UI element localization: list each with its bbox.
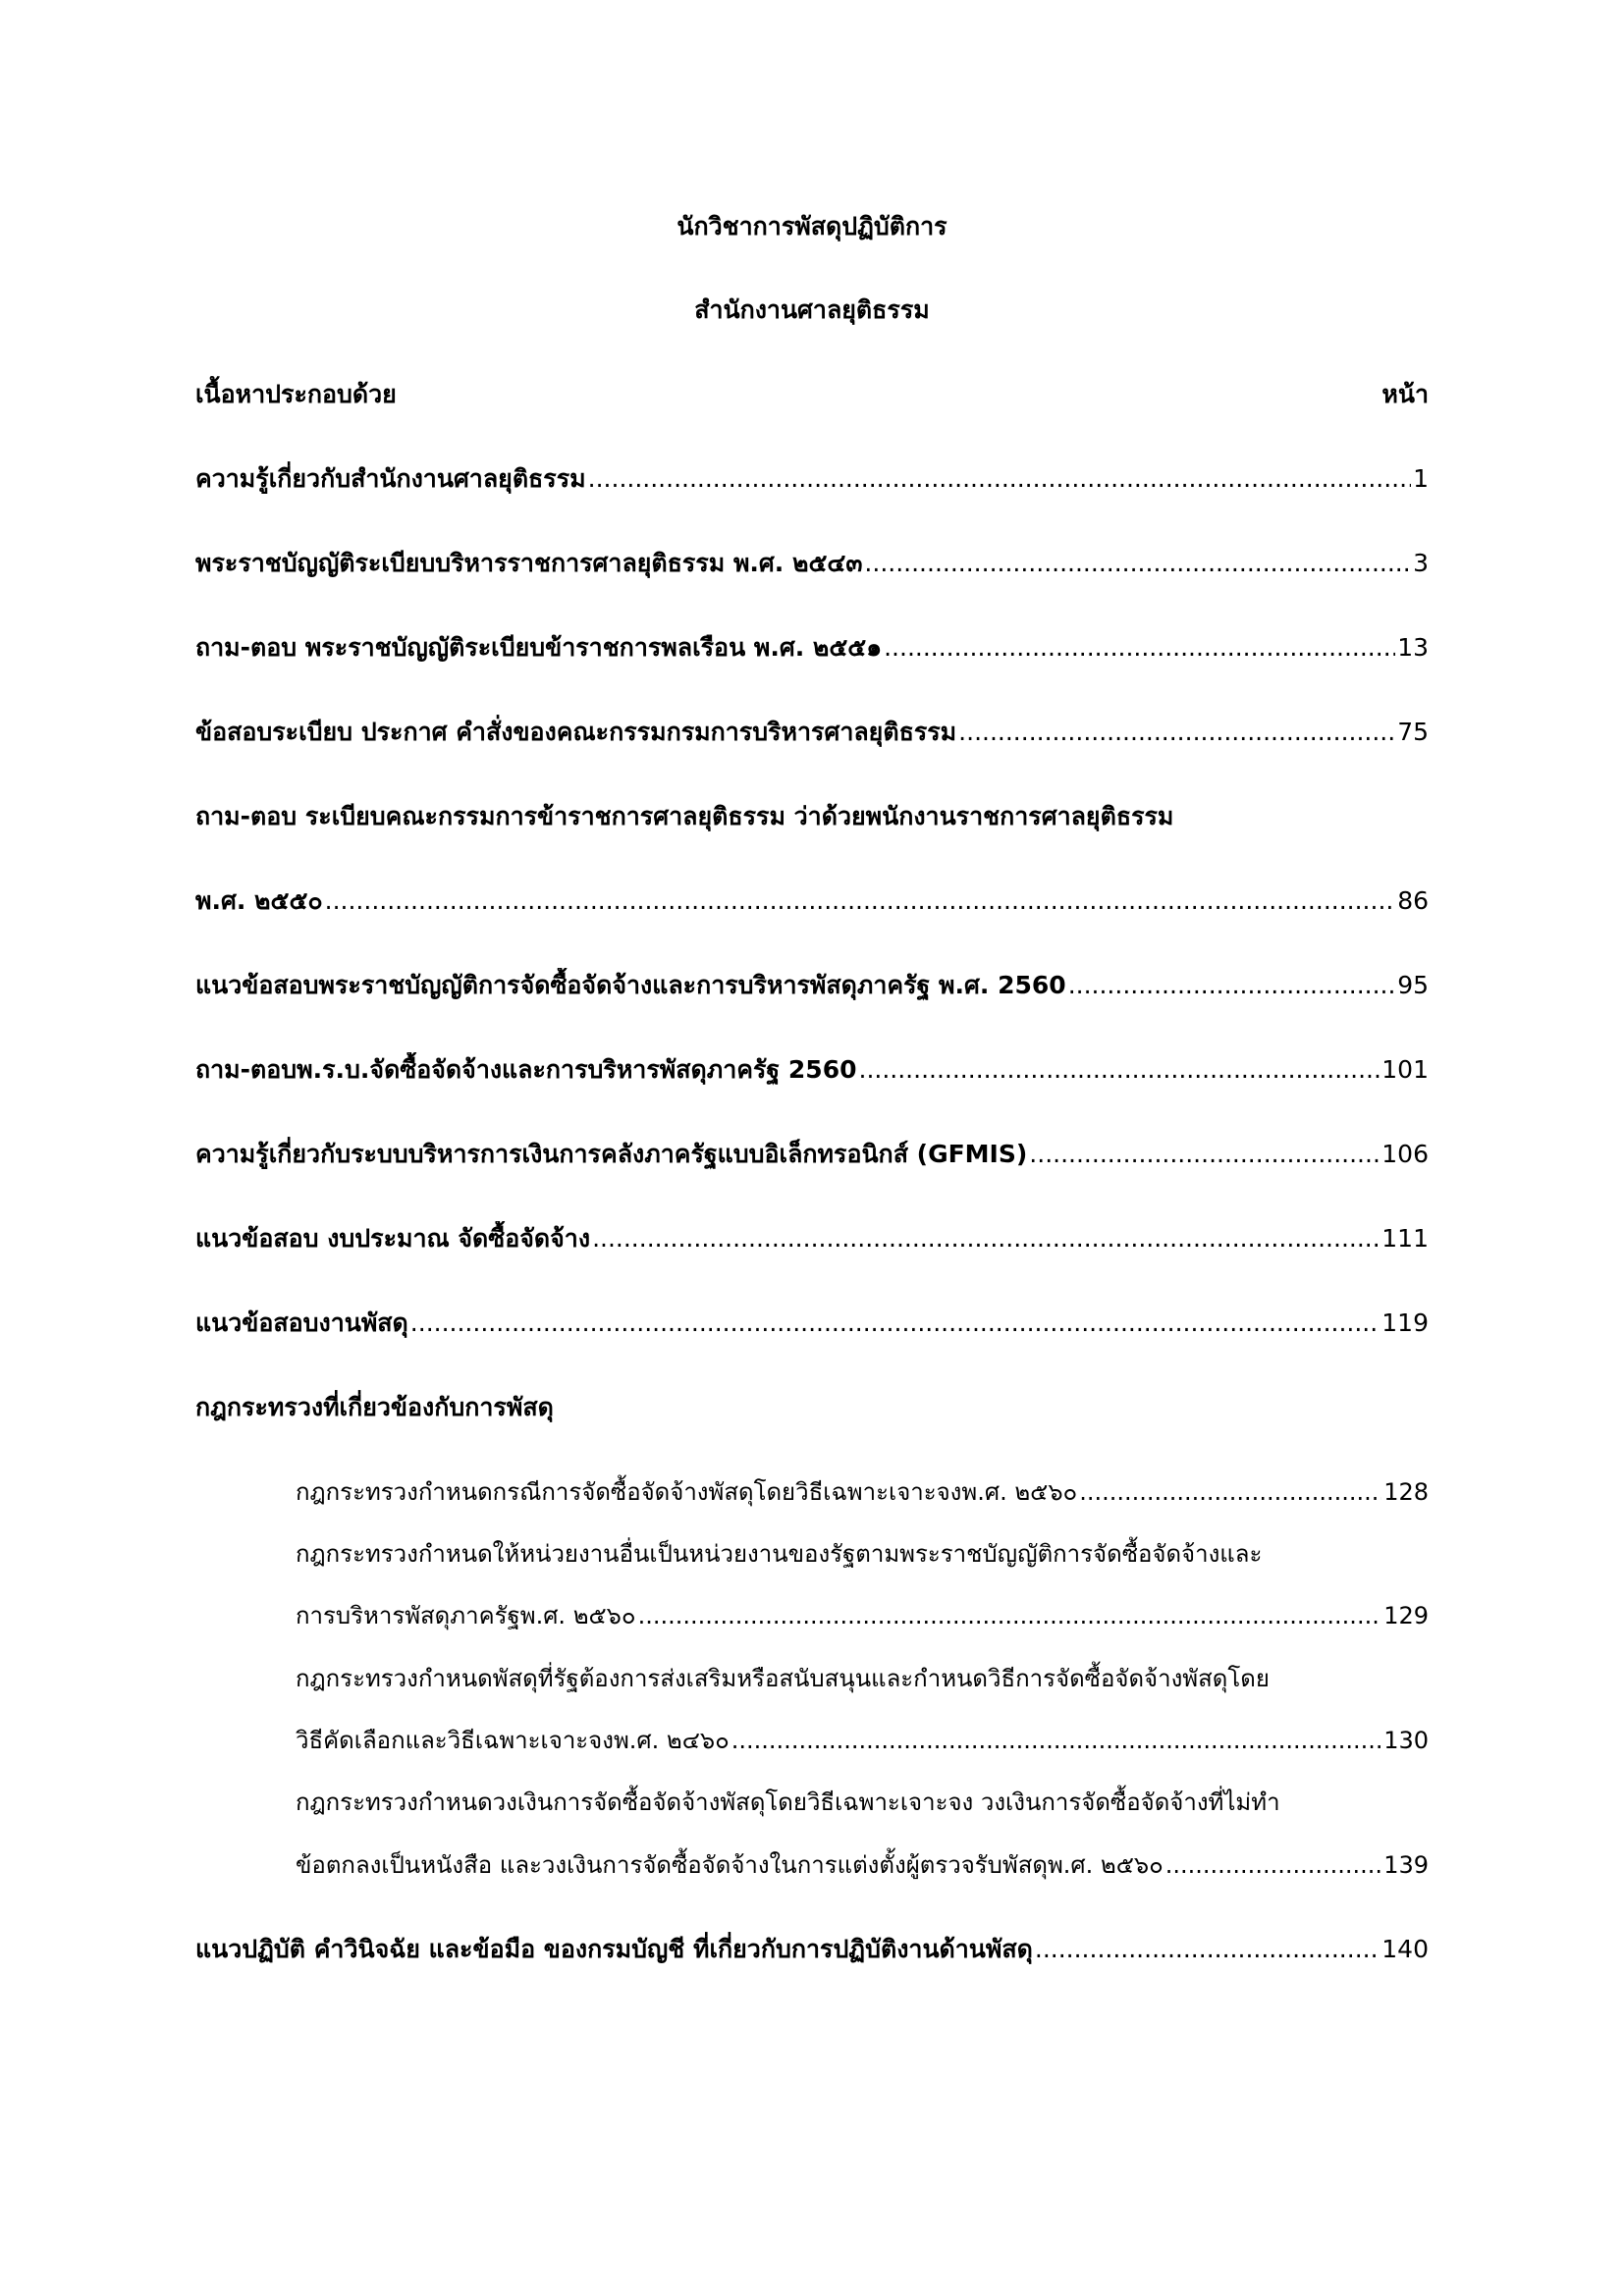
toc-entry[interactable] <box>195 461 1429 497</box>
toc-entry[interactable] <box>195 1306 1429 1341</box>
toc-entry[interactable] <box>195 630 1429 666</box>
toc-entry-title: ข้อสอบระเบียบ ประกาศ คำสั่งของคณะกรรมกรมการบริหารศาลยุติธรรม <box>195 718 957 746</box>
dot-leader <box>588 461 1411 497</box>
dot-leader <box>1068 968 1396 1003</box>
dot-leader <box>958 715 1395 750</box>
regulation-entry-title-continued: วิธีคัดเลือกและวิธีเฉพาะเจาะจงพ.ศ. ๒๔๖๐ <box>296 1727 730 1754</box>
dot-leader <box>731 1723 1381 1758</box>
dot-leader <box>325 883 1396 919</box>
toc-entry-title: ถาม-ตอบ พระราชบัญญัติระเบียบข้าราชการพลเรือน พ.ศ. ๒๕๕๑ <box>195 633 883 662</box>
document-title: นักวิชาการพัสดุปฏิบัติการ <box>677 212 947 240</box>
toc-entry-title: ถาม-ตอบพ.ร.บ.จัดซื้อจัดจ้างและการบริหารพัสดุภาครัฐ 2560 <box>195 1055 857 1084</box>
dot-leader <box>1165 1847 1381 1883</box>
regulation-entry[interactable] <box>296 1598 1429 1633</box>
regulation-entry-page: 130 <box>1383 1727 1429 1754</box>
toc-page-column-label: หน้า <box>1381 380 1429 408</box>
regulation-entry-page: 128 <box>1383 1478 1429 1506</box>
toc-entry-title: แนวข้อสอบงานพัสดุ <box>195 1308 408 1337</box>
regulation-entry[interactable] <box>296 1723 1429 1758</box>
regulation-entry-title[interactable]: กฎกระทรวงกำหนดพัสดุที่รัฐต้องการส่งเสริมหรือสนับสนุนและกำหนดวิธีการจัดซื้อจัดจ้างพัสดุโดย <box>296 1665 1270 1692</box>
toc-entry-page: 106 <box>1381 1140 1429 1168</box>
dot-leader <box>1079 1474 1381 1510</box>
regulation-entry-title[interactable]: กฎกระทรวงกำหนดวงเงินการจัดซื้อจัดจ้างพัสดุโดยวิธีเฉพาะเจาะจง วงเงินการจัดซื้อจัดจ้างที่ไม่ทำ <box>296 1789 1280 1816</box>
toc-entry-title: ความรู้เกี่ยวกับระบบบริหารการเงินการคลังภาครัฐแบบอิเล็กทรอนิกส์ (GFMIS) <box>195 1140 1028 1168</box>
dot-leader <box>638 1598 1382 1633</box>
dot-leader <box>1035 1932 1380 1967</box>
regulation-entry-page: 129 <box>1383 1602 1429 1629</box>
toc-entry-title-continued: พ.ศ. ๒๕๕๐ <box>195 886 323 915</box>
toc-entry-page: 86 <box>1397 886 1429 915</box>
toc-entry-page: 140 <box>1381 1935 1429 1963</box>
toc-entry[interactable] <box>195 1221 1429 1256</box>
toc-entry[interactable] <box>195 883 1429 919</box>
toc-entry-page: 1 <box>1413 464 1429 493</box>
toc-entry[interactable] <box>195 546 1429 581</box>
toc-entry-page: 3 <box>1413 549 1429 577</box>
regulation-entry-page: 139 <box>1383 1851 1429 1879</box>
toc-entry-title: พระราชบัญญัติระเบียบบริหารราชการศาลยุติธรรม พ.ศ. ๒๕๔๓ <box>195 549 863 577</box>
regulation-entry-title-continued: ข้อตกลงเป็นหนังสือ และวงเงินการจัดซื้อจัดจ้างในการแต่งตั้งผู้ตรวจรับพัสดุพ.ศ. ๒๕๖๐ <box>296 1851 1164 1879</box>
toc-entry-title: แนวข้อสอบพระราชบัญญัติการจัดซื้อจัดจ้างและการบริหารพัสดุภาครัฐ พ.ศ. 2560 <box>195 971 1066 999</box>
toc-entry-title[interactable]: ถาม-ตอบ ระเบียบคณะกรรมการข้าราชการศาลยุติธรรม ว่าด้วยพนักงานราชการศาลยุติธรรม <box>195 802 1174 830</box>
toc-entry-page: 119 <box>1381 1308 1429 1337</box>
regulation-entry-title: กฎกระทรวงกำหนดกรณีการจัดซื้อจัดจ้างพัสดุโดยวิธีเฉพาะเจาะจงพ.ศ. ๒๕๖๐ <box>296 1478 1078 1506</box>
toc-entry[interactable] <box>195 1137 1429 1172</box>
toc-entry-title: แนวข้อสอบ งบประมาณ จัดซื้อจัดจ้าง <box>195 1224 591 1253</box>
toc-entry-page: 101 <box>1381 1055 1429 1084</box>
dot-leader <box>410 1306 1380 1341</box>
toc-entry-title: แนวปฏิบัติ คำวินิจฉัย และข้อมือ ของกรมบัญชี ที่เกี่ยวกับการปฏิบัติงานด้านพัสดุ <box>195 1935 1033 1963</box>
regulation-entry[interactable] <box>296 1847 1429 1883</box>
regulation-entry[interactable] <box>296 1474 1429 1510</box>
toc-entry-page: 111 <box>1381 1224 1429 1253</box>
toc-entry[interactable] <box>195 1932 1429 1967</box>
toc-entry[interactable] <box>195 1052 1429 1088</box>
toc-entry[interactable] <box>195 968 1429 1003</box>
dot-leader <box>592 1221 1380 1256</box>
toc-heading <box>195 377 1429 412</box>
dot-leader <box>864 546 1411 581</box>
dot-leader <box>859 1052 1380 1088</box>
toc-entry-page: 75 <box>1397 718 1429 746</box>
toc-entry-title: ความรู้เกี่ยวกับสำนักงานศาลยุติธรรม <box>195 464 586 493</box>
toc-entry[interactable] <box>195 715 1429 750</box>
toc-entry-page: 13 <box>1397 633 1429 662</box>
regulation-entry-title[interactable]: กฎกระทรวงกำหนดให้หน่วยงานอื่นเป็นหน่วยงานของรัฐตามพระราชบัญญัติการจัดซื้อจัดจ้างและ <box>296 1540 1263 1568</box>
regulations-heading: กฎกระทรวงที่เกี่ยวข้องกับการพัสดุ <box>195 1393 554 1421</box>
regulation-entry-title-continued: การบริหารพัสดุภาครัฐพ.ศ. ๒๕๖๐ <box>296 1602 636 1629</box>
toc-heading-label: เนื้อหาประกอบด้วย <box>195 380 397 408</box>
dot-leader <box>1029 1137 1380 1172</box>
document-subtitle: สำนักงานศาลยุติธรรม <box>694 295 930 324</box>
dot-leader <box>884 630 1395 666</box>
toc-entry-page: 95 <box>1397 971 1429 999</box>
